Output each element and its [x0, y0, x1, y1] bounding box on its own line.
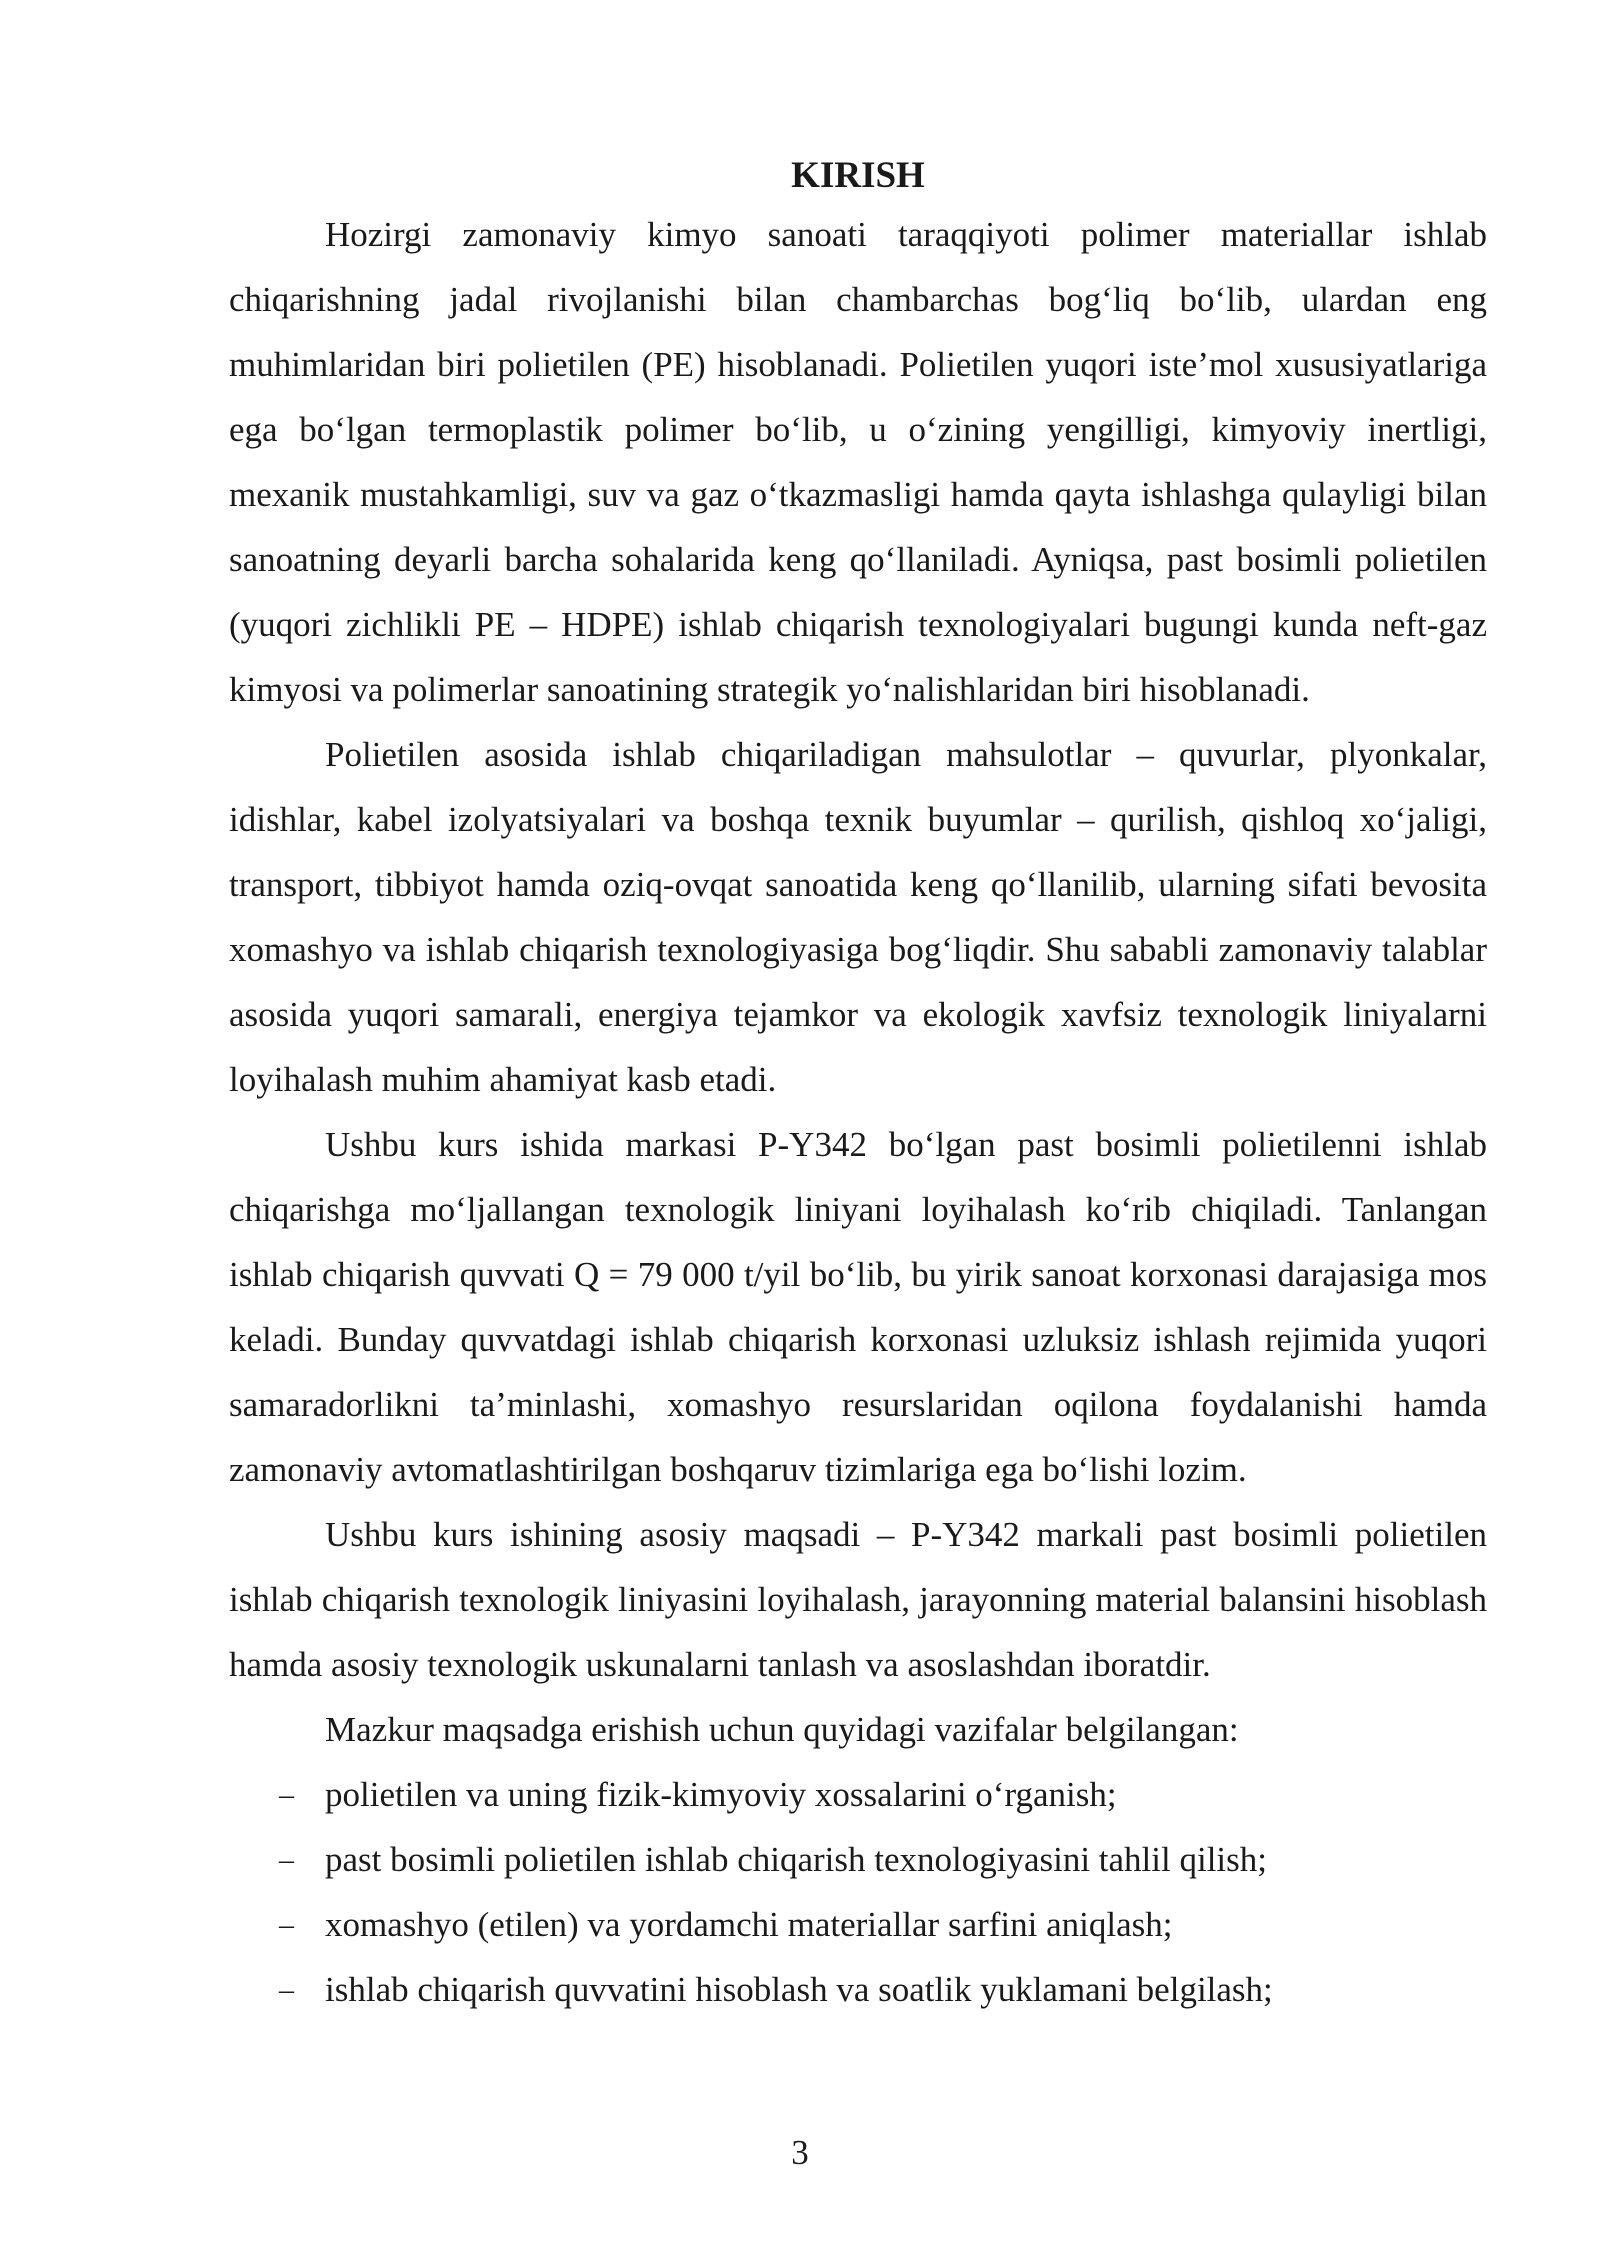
task-list: [229, 1762, 1487, 2022]
list-item-text: ishlab chiqarish quvvatini hisoblash va soatlik yuklamani belgilash;: [325, 1970, 1273, 2009]
list-item: [229, 1762, 1487, 1827]
paragraph-course-work: Ushbu kurs ishida markasi P-Y342 bo‘lgan past bosimli polietilenni ishlab chiqarishga mo‘ljallangan texnologik liniyani loyihalash ko‘rib chiqiladi. Tanlangan ishlab chiqarish quvvati Q = 79 000 t/yil bo‘lib, bu yirik sanoat korxonasi darajasiga mos keladi. Bunday quvvatdagi ishlab chiqarish korxonasi uzluksiz ishlash rejimida yuqori samaradorlikni ta’minlashi, xomashyo resurslaridan oqilona foydalanishi hamda zamonaviy avtomatlashtirilgan boshqaruv tizimlariga ega bo‘lishi lozim.: [229, 1125, 1487, 1489]
list-item-text: past bosimli polietilen ishlab chiqarish texnologiyasini tahlil qilish;: [325, 1840, 1267, 1879]
dash-bullet: –: [279, 1973, 294, 2006]
section-title: KIRISH: [791, 155, 925, 196]
list-item: [229, 1892, 1487, 1957]
paragraph-products: Polietilen asosida ishlab chiqariladigan mahsulotlar – quvurlar, plyonkalar, idishlar, kabel izolyatsiyalari va boshqa texnik buyumlar – qurilish, qishloq xo‘jaligi, transport, tibbiyot hamda oziq-ovqat sanoatida keng qo‘llanilib, ularning sifati bevosita xomashyo va ishlab chiqarish texnologiyasiga bog‘liqdir. Shu sababli zamonaviy talablar asosida yuqori samarali, energiya tejamkor va ekologik xavfsiz texnologik liniyalarni loyihalash muhim ahamiyat kasb etadi.: [229, 735, 1487, 1099]
dash-bullet: –: [279, 1908, 294, 1941]
paragraph-tasks-intro: Mazkur maqsadga erishish uchun quyidagi vazifalar belgilangan:: [325, 1710, 1239, 1749]
dash-bullet: –: [279, 1843, 294, 1876]
page-body: [229, 150, 1487, 2022]
page-number: 3: [791, 2133, 809, 2172]
list-item: [229, 1957, 1487, 2022]
list-item: [229, 1827, 1487, 1892]
paragraph-goal: Ushbu kurs ishining asosiy maqsadi – P-Y342 markali past bosimli polietilen ishlab chiqarish texnologik liniyasini loyihalash, jarayonning material balansini hisoblash hamda asosiy texnologik uskunalarni tanlash va asoslashdan iboratdir.: [229, 1515, 1487, 1684]
paragraph-intro: Hozirgi zamonaviy kimyo sanoati taraqqiyoti polimer materiallar ishlab chiqarishning jadal rivojlanishi bilan chambarchas bog‘liq bo‘lib, ulardan eng muhimlaridan biri polietilen (PE) hisoblanadi. Polietilen yuqori iste’mol xususiyatlariga ega bo‘lgan termoplastik polimer bo‘lib, u o‘zining yengilligi, kimyoviy inertligi, mexanik mustahkamligi, suv va gaz o‘tkazmasligi hamda qayta ishlashga qulayligi bilan sanoatning deyarli barcha sohalarida keng qo‘llaniladi. Ayniqsa, past bosimli polietilen (yuqori zichlikli PE – HDPE) ishlab chiqarish texnologiyalari bugungi kunda neft-gaz kimyosi va polimerlar sanoatining strategik yo‘nalishlaridan biri hisoblanadi.: [229, 215, 1487, 709]
dash-bullet: –: [279, 1778, 294, 1811]
list-item-text: xomashyo (etilen) va yordamchi materiallar sarfini aniqlash;: [325, 1905, 1173, 1944]
list-item-text: polietilen va uning fizik-kimyoviy xossalarini o‘rganish;: [325, 1775, 1117, 1814]
